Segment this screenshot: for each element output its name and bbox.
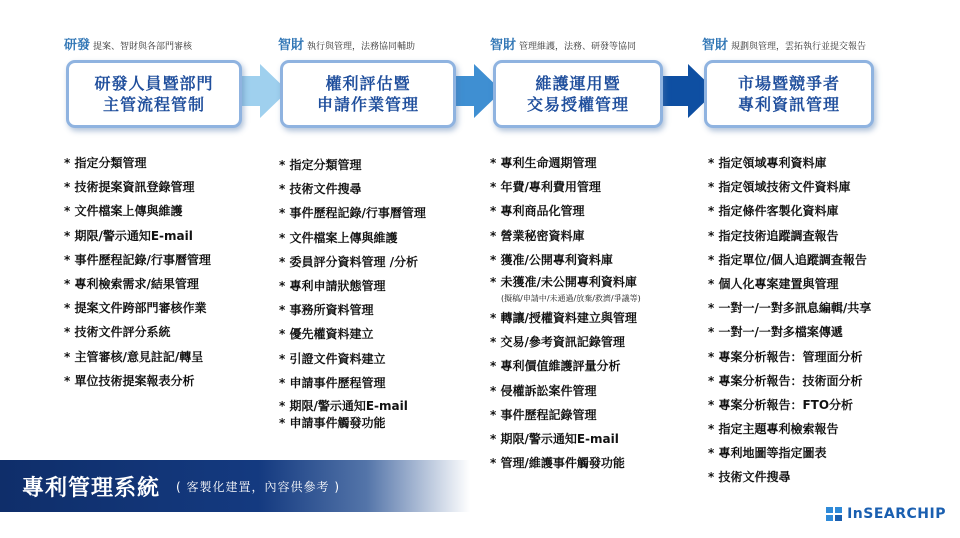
feature-item: * 交易/參考資訊記錄管理 [490,335,625,350]
feature-item: * 指定分類管理 [279,158,362,172]
feature-item: * 期限/警示通知E-mail [490,431,619,446]
column-2-process-box [280,60,456,128]
feature-item: * 專利地圖等指定圖表 [708,446,827,461]
column-3-role: 智財 [490,38,517,53]
feature-item: * 專案分析報告：FTO分析 [708,397,854,412]
feature-item: * 年費/專利費用管理 [490,180,601,195]
column-3-role-desc: 管理維護，法務、研發等協同 [519,42,637,52]
column-4-process-box [704,60,874,128]
feature-item: * 技術文件搜尋 [708,470,791,485]
feature-item: * 專案分析報告：管理面分析 [708,349,863,364]
feature-item: * 未獲准/未公開專利資料庫 [490,274,637,289]
feature-item: * 專利價值維護評量分析 [490,359,621,374]
column-1-header [64,34,192,53]
feature-item: * 文件檔案上傳與維護 [64,204,183,219]
logo-mark-icon [826,507,844,522]
feature-item: * 技術提案資訊登錄管理 [64,180,195,195]
feature-item: * 文件檔案上傳與維護 [279,230,398,245]
column-2-header [278,34,415,53]
column-4-box-line-1: 市場暨競爭者 [737,74,840,93]
column-4-role-desc: 規劃與管理，雲拓執行並提交報告 [731,42,867,52]
company-logo [826,506,946,522]
feature-item: * 指定技術追蹤調查報告 [708,228,839,243]
feature-item: * 專案分析報告：技術面分析 [708,373,863,388]
feature-item: * 技術文件評分系統 [64,325,171,340]
feature-item: * 委員評分資料管理 /分析 [279,254,419,269]
feature-item: * 指定領域專利資料庫 [708,156,827,170]
column-4-role: 智財 [702,38,729,53]
feature-item: * 指定領域技術文件資料庫 [708,180,851,195]
feature-item: * 轉讓/授權資料建立與管理 [490,310,637,325]
feature-item: * 一對一/一對多訊息編輯/共享 [708,301,872,316]
feature-item: * 優先權資料建立 [279,327,374,342]
feature-item-note: (擬稿/申請中/未通過/放棄/救濟/爭議等) [501,293,641,303]
feature-item: * 指定條件客製化資料庫 [708,204,839,219]
feature-item: * 事件歷程記錄/行事曆管理 [64,252,211,267]
column-3-header [490,34,636,53]
feature-item: * 營業秘密資料庫 [490,228,585,243]
feature-item: * 個人化專案建置與管理 [708,276,839,291]
feature-item: * 指定主題專利檢索報告 [708,422,839,437]
feature-item: * 引證文件資料建立 [279,351,386,366]
column-3-feature-list [490,151,641,475]
column-4-box-line-2: 專利資訊管理 [737,95,840,114]
title-banner [0,460,470,512]
feature-item: * 專利生命週期管理 [490,156,597,170]
feature-item: * 管理/維護事件觸發功能 [490,456,625,471]
column-1-process-box [66,60,242,128]
feature-item: * 單位技術提案報表分析 [64,373,195,388]
column-2-box-line-2: 申請作業管理 [316,95,419,114]
feature-item: * 侵權訴訟案件管理 [490,383,597,398]
column-1-box-line-1: 研發人員暨部門 [94,74,214,93]
feature-item: * 期限/警示通知E-mail [279,398,408,413]
feature-item: * 申請事件觸發功能 [279,415,386,430]
feature-item: * 提案文件跨部門審核作業 [64,301,207,316]
feature-item: * 事件歷程記錄/行事曆管理 [279,206,426,221]
column-4-feature-list [708,151,871,490]
column-1-box-line-2: 主管流程管制 [102,95,205,114]
column-3-box-line-1: 維護運用暨 [535,74,621,93]
feature-item: * 事務所資料管理 [279,303,374,318]
column-2-role-desc: 執行與管理，法務協同輔助 [307,42,416,52]
banner-title: 專利管理系統 [22,475,161,501]
column-2-feature-list [279,153,426,432]
column-2-role: 智財 [278,38,305,53]
feature-item: * 專利檢索需求/結果管理 [64,276,199,291]
column-1-role: 研發 [64,38,91,53]
feature-item: * 技術文件搜尋 [279,182,362,197]
feature-item: * 指定分類管理 [64,156,147,170]
feature-item: * 指定單位/個人追蹤調查報告 [708,252,867,267]
feature-item: * 期限/警示通知E-mail [64,228,193,243]
logo-text: InSEARCHIP [847,506,946,522]
column-3-process-box [493,60,663,128]
banner-subtitle: ( 客製化建置，內容供參考 ) [176,479,341,494]
feature-item: * 專利商品化管理 [490,204,585,219]
feature-item: * 申請事件歷程管理 [279,375,386,390]
column-1-role-desc: 提案、智財與各部門審核 [93,42,193,52]
column-1-feature-list [64,151,211,393]
feature-item: * 事件歷程記錄管理 [490,407,597,422]
column-4-header [702,34,866,53]
column-2-box-line-1: 權利評估暨 [325,74,411,93]
column-3-box-line-2: 交易授權管理 [526,95,629,114]
feature-item: * 獲准/公開專利資料庫 [490,252,613,267]
feature-item: * 一對一/一對多檔案傳遞 [708,325,843,340]
feature-item: * 主管審核/意見註記/轉呈 [64,349,204,364]
feature-item: * 專利申請狀態管理 [279,278,386,293]
